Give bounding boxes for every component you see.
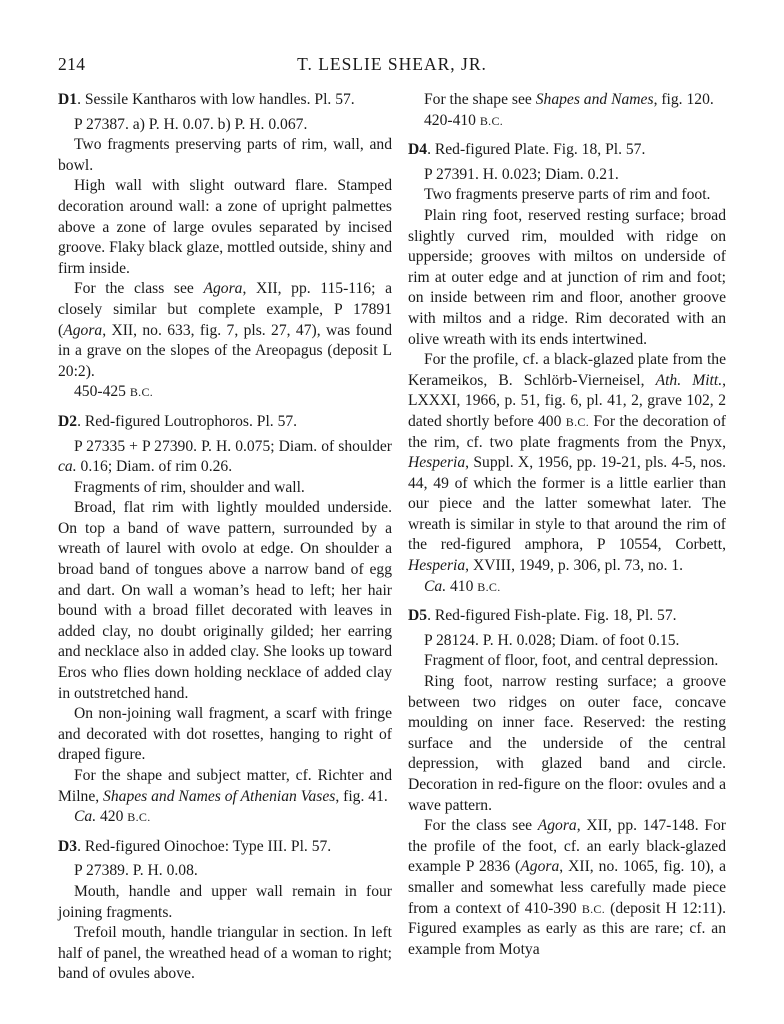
entry-d2-date: Ca. 420 B.C. bbox=[74, 808, 151, 826]
entry-d2-inventory: P 27335 + P 27390. P. H. 0.075; Diam. of shoulder ca. 0.16; Diam. of rim 0.26. bbox=[58, 437, 392, 476]
entry-d1-inventory: P 27387. a) P. H. 0.07. b) P. H. 0.067. bbox=[74, 115, 308, 133]
entry-d3-fragments: Mouth, handle and upper wall remain in four joining fragments. bbox=[58, 882, 392, 921]
entry-d4-date: Ca. 410 B.C. bbox=[424, 577, 501, 595]
entry-d4-fragments: Two fragments preserve parts of rim and foot. bbox=[424, 186, 711, 204]
right-column bbox=[408, 90, 726, 960]
page-number: 214 bbox=[58, 54, 86, 74]
page-header bbox=[58, 54, 726, 80]
entry-d5-description: Ring foot, narrow resting surface; a groove between two ridges on outer face, concave moulding on inner face. Reserved: the resting surface and the underside of the central depression, with glazed band and circle. Decoration in red-figure on the floor: ovules and a wave pattern. bbox=[408, 673, 726, 814]
entry-d5-heading: D5. Red-figured Fish-plate. Fig. 18, Pl. 57. bbox=[408, 607, 677, 625]
entry-d2-description: Broad, flat rim with lightly moulded underside. On top a band of wave pattern, surrounded by a wreath of laurel with ovolo at edge. On shoulder a broad band of tongues above a narrow band of egg and dart. On wall a woman’s head to left; her hair bound with a broad fillet decorated with leaves in added clay, no doubt originally gilded; her earring and necklace also in added clay. She looks up toward Eros who flies down holding necklace of added clay in outstretched hand. bbox=[58, 499, 392, 702]
catalog-id: D5 bbox=[408, 607, 428, 625]
entry-d5-inventory: P 28124. P. H. 0.028; Diam. of foot 0.15. bbox=[424, 631, 680, 649]
entry-d5-fragments: Fragment of floor, foot, and central depression. bbox=[424, 652, 719, 670]
left-column bbox=[58, 90, 392, 985]
entry-d4-inventory: P 27391. H. 0.023; Diam. 0.21. bbox=[424, 165, 619, 183]
entry-d2-wall-fragment: On non-joining wall fragment, a scarf with fringe and decorated with dot rosettes, hanging to right of draped figure. bbox=[58, 705, 392, 764]
entry-d2-heading: D2. Red-figured Loutrophoros. Pl. 57. bbox=[58, 412, 298, 430]
entry-d4-heading: D4. Red-figured Plate. Fig. 18, Pl. 57. bbox=[408, 141, 646, 159]
running-head: T. LESLIE SHEAR, JR. bbox=[297, 54, 487, 74]
entry-d1-fragments: Two fragments preserving parts of rim, wall, and bowl. bbox=[58, 136, 392, 174]
catalog-id: D2 bbox=[58, 412, 78, 430]
entry-d1-description: High wall with slight outward flare. Stamped decoration around wall: a zone of upright palmettes above a zone of large ovules separated by incised groove. Flaky black glaze, mottled outside, shiny and firm inside. bbox=[58, 177, 392, 277]
entry-d3-heading: D3. Red-figured Oinochoe: Type III. Pl. 57. bbox=[58, 837, 332, 855]
entry-d3-comparanda: For the shape see Shapes and Names, fig. 120. bbox=[424, 91, 714, 108]
entry-d1-date: 450-425 B.C. bbox=[74, 383, 154, 401]
catalog-id: D4 bbox=[408, 141, 428, 159]
entry-d3-description: Trefoil mouth, handle triangular in section. In left half of panel, the wreathed head of a woman to right; band of ovules above. bbox=[58, 924, 392, 983]
entry-d1-heading: D1. Sessile Kantharos with low handles. Pl. 57. bbox=[58, 91, 355, 108]
entry-d4-comparanda: For the profile, cf. a black-glazed plate from the Kerameikos, B. Schlörb-Vierneisel, Ath. Mitt., LXXXI, 1966, p. 51, fig. 6, pl. 41, 2, grave 102, 2 dated shortly before 400 B.C. For the decoration of the rim, cf. two plate fragments from the Pnyx, Hesperia, Suppl. X, 1956, pp. 19-21, pls. 4-5, nos. 44, 49 of which the former is a little earlier than our piece and the latter somewhat later. The wreath is similar in style to that around the rim of the red-figured amphora, P 10554, Corbett, Hesperia, XVIII, 1949, p. 306, pl. 73, no. 1. bbox=[408, 351, 726, 575]
catalog-id: D3 bbox=[58, 837, 78, 855]
entry-d3-date: 420-410 B.C. bbox=[424, 111, 504, 129]
entry-d3-inventory: P 27389. P. H. 0.08. bbox=[74, 862, 198, 880]
entry-d4-description: Plain ring foot, reserved resting surface; broad slightly curved rim, moulded with ridge on upperside; grooves with miltos on underside of rim at outer edge and at junction of rim and foot; on inside between rim and floor, another groove with miltos and a ridge. Rim decorated with an olive wreath with its ends intertwined. bbox=[408, 206, 726, 348]
catalog-id: D1 bbox=[58, 91, 78, 108]
entry-d2-fragments: Fragments of rim, shoulder and wall. bbox=[74, 478, 305, 496]
entry-d2-comparanda: For the shape and subject matter, cf. Richter and Milne, Shapes and Names of Athenian Vases, fig. 41. bbox=[58, 767, 392, 805]
entry-d5-comparanda: For the class see Agora, XII, pp. 147-148. For the profile of the foot, cf. an early black-glazed example P 2836 (Agora, XII, no. 1065, fig. 10), a smaller and somewhat less carefully made piece from a context of 410-390 B.C. (deposit H 12:11). Figured examples as early as this are rare; cf. an example from Motya bbox=[408, 817, 726, 958]
entry-d1-comparanda: For the class see Agora, XII, pp. 115-116; a closely similar but complete example, P 17891 (Agora, XII, no. 633, fig. 7, pls. 27, 47), was found in a grave on the slopes of the Areopagus (deposit L 20:2). bbox=[58, 280, 392, 380]
